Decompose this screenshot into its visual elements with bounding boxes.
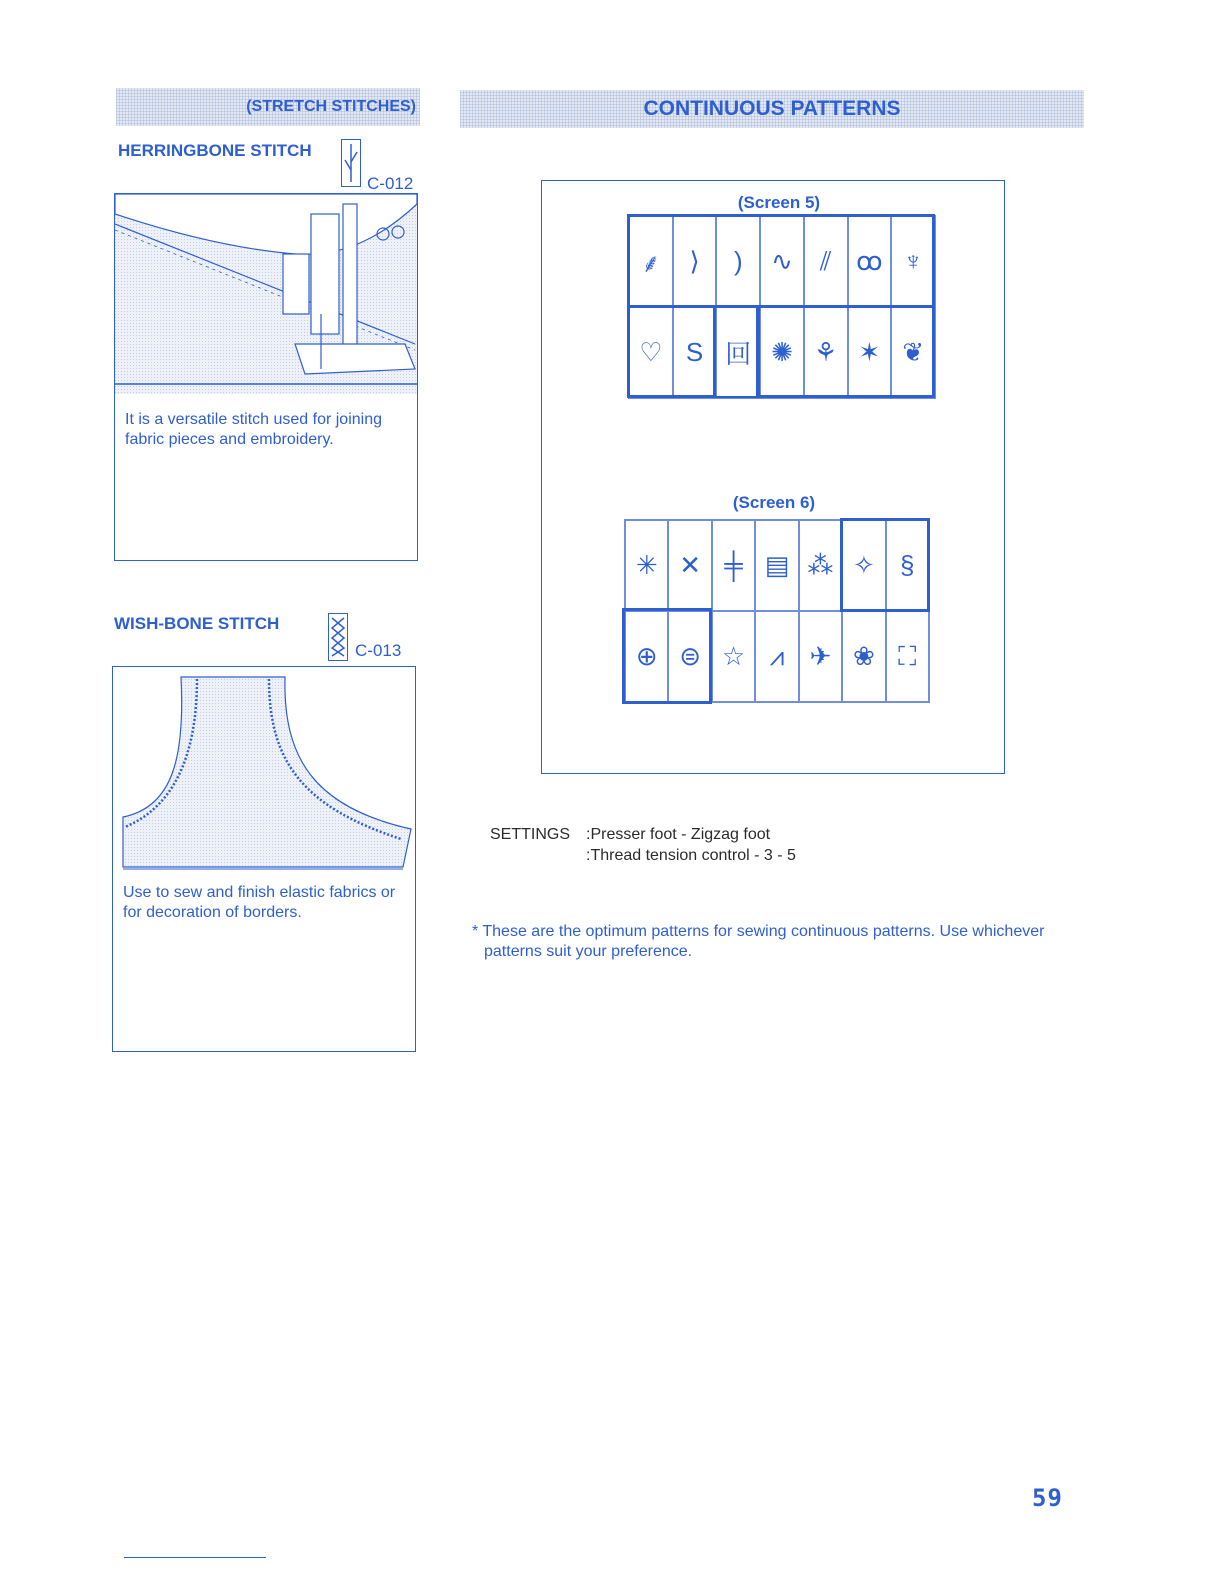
settings-block [490,824,796,866]
screen-5-pattern-8[interactable]: ♡ [629,307,673,398]
page-number: 59 [1032,1484,1063,1512]
screen-5-pattern-5[interactable]: ⫽ [804,216,848,307]
screen-6-pattern-10[interactable]: ☆ [712,611,755,702]
screen-5-pattern-6[interactable]: ꝏ [848,216,892,307]
wishbone-stitch-icon [328,613,348,661]
screen-6-pattern-8[interactable]: ⊕ [625,611,668,702]
screen-5-highlight-left [627,214,935,308]
wishbone-box [112,666,416,1052]
screen-5-highlight-pattern-10 [713,305,760,398]
screen-6-pattern-11[interactable]: ⩘ [755,611,798,702]
screen-5-highlight-row2-right [756,305,935,398]
settings-label: SETTINGS [490,826,571,843]
screen-5-pattern-2[interactable]: ⟩ [673,216,717,307]
screen-6-pattern-3[interactable]: ╪ [712,520,755,611]
page-title: CONTINUOUS PATTERNS [643,97,901,120]
wishbone-illustration [113,667,415,877]
settings-presser-foot: :Presser foot - Zigzag foot [586,826,771,843]
herringbone-stitch-icon [341,139,361,187]
herringbone-title: HERRINGBONE STITCH [118,141,312,160]
screen-6-pattern-12[interactable]: ✈ [799,611,842,702]
screen-5-caption: (Screen 5) [737,193,821,212]
screens-frame [541,180,1005,774]
herringbone-description: It is a versatile stitch used for joining fabric pieces and embroidery. [125,411,383,448]
screen-6-pattern-1[interactable]: ✳ [625,520,668,611]
screen-5-pattern-12[interactable]: ⚘ [804,307,848,398]
screen-5-pattern-4[interactable]: ∿ [760,216,804,307]
screen-5-pattern-14[interactable]: ❦ [891,307,935,398]
section-header-label: (STRETCH STITCHES) [246,98,416,115]
continuous-patterns-note: * These are the optimum patterns for sewing continuous patterns. Use whichever patterns suit your preference. [472,923,1045,960]
screen-6-highlight-top-right [840,518,930,612]
screen-6-pattern-7[interactable]: § [886,520,929,611]
wishbone-title: WISH-BONE STITCH [114,614,280,633]
screen-5-pattern-1[interactable]: ⸙ [629,216,673,307]
screen-5-pattern-3[interactable]: ) [716,216,760,307]
screen-5-pattern-10[interactable]: 回 [716,307,760,398]
section-header-stretch-stitches [116,88,420,126]
screen-6-pattern-13[interactable]: ❀ [842,611,885,702]
screen-6-pattern-9[interactable]: ⊜ [668,611,711,702]
herringbone-box [114,193,418,561]
wishbone-description: Use to sew and finish elastic fabrics or for decoration of borders. [123,884,396,921]
section-header-continuous-patterns [460,90,1084,128]
screen-5-pattern-9[interactable]: S [673,307,717,398]
screen-5-pattern-11[interactable]: ✺ [760,307,804,398]
herringbone-code: C-012 [367,174,414,193]
wishbone-code: C-013 [355,641,402,660]
screen-6-pattern-2[interactable]: ✕ [668,520,711,611]
screen-6-pattern-6[interactable]: ✧ [842,520,885,611]
screen-5-highlight-row2-left [627,305,716,398]
screen-6-pattern-4[interactable]: ▤ [755,520,798,611]
screen-6-highlight-bottom-left [622,608,712,704]
footer-rule [124,1557,266,1558]
screen-6-pattern-14[interactable]: ⛶ [886,611,929,702]
settings-thread-tension: :Thread tension control - 3 - 5 [586,847,796,864]
screen-6-pattern-5[interactable]: ⁂ [799,520,842,611]
herringbone-illustration [115,194,417,394]
screen-6-caption: (Screen 6) [732,493,816,512]
screen-5-pattern-7[interactable]: ♆ [891,216,935,307]
screen-5-pattern-13[interactable]: ✶ [848,307,892,398]
